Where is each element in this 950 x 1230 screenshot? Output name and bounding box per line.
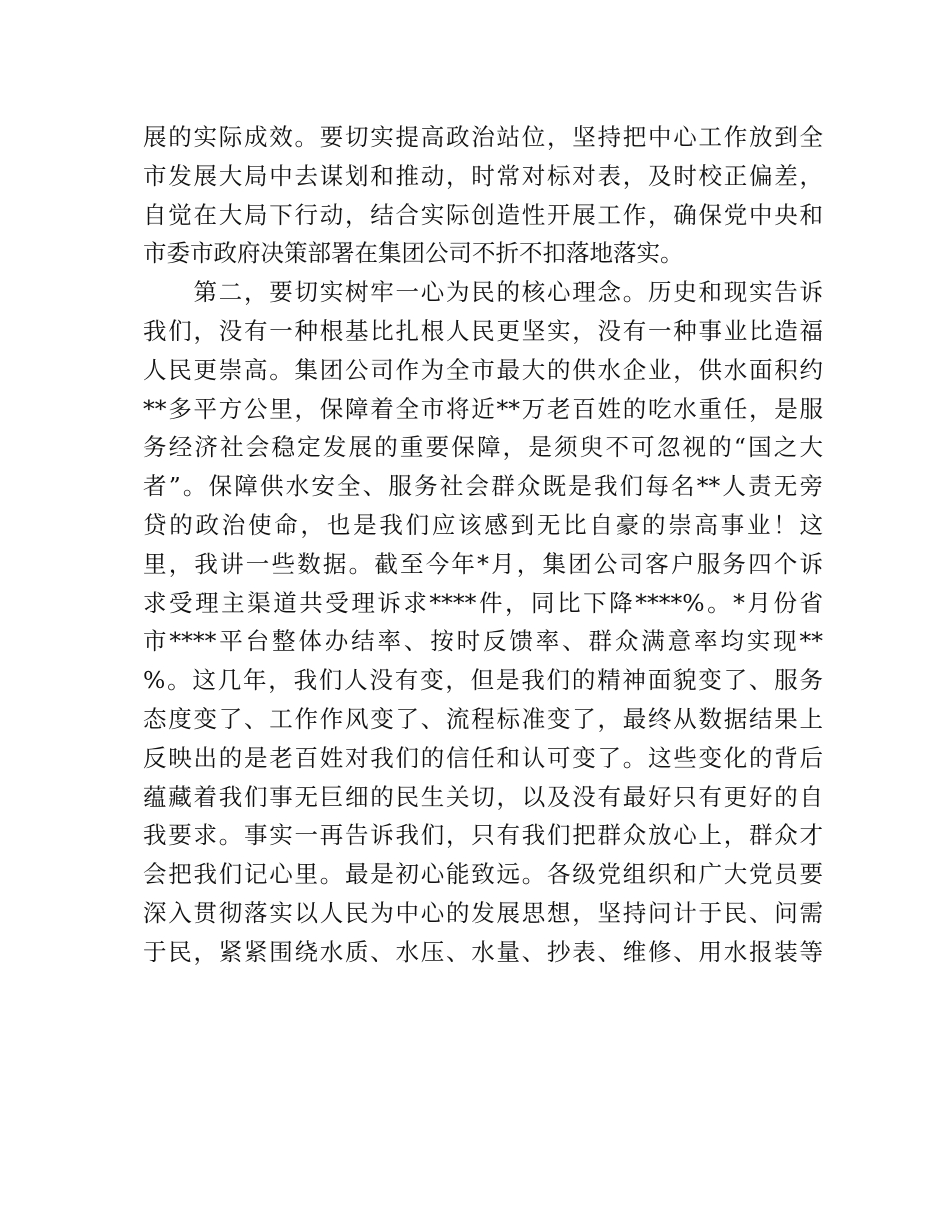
text-line: 于民，紧紧围绕水质、水压、水量、抄表、维修、用水报装等 — [143, 937, 823, 966]
text-line: 求受理主渠道共受理诉求****件，同比下降****%。*月份省 — [143, 588, 823, 617]
text-line: 我们，没有一种根基比扎根人民更坚实，没有一种事业比造福 — [143, 316, 823, 345]
text-line: 展的实际成效。要切实提高政治站位，坚持把中心工作放到全 — [143, 123, 823, 151]
text-line: 态度变了、工作作风变了、流程标准变了，最终从数据结果上 — [143, 704, 823, 733]
text-line: **多平方公里，保障着全市将近**万老百姓的吃水重任，是服 — [143, 394, 823, 423]
text-line: 市委市政府决策部署在集团公司不折不扣落地落实。 — [143, 239, 684, 268]
text-line: 会把我们记心里。最是初心能致远。各级党组织和广大党员要 — [143, 860, 823, 889]
text-line: 自觉在大局下行动，结合实际创造性开展工作，确保党中央和 — [143, 200, 823, 229]
text-line: 我要求。事实一再告诉我们，只有我们把群众放心上，群众才 — [143, 821, 823, 850]
body-text — [143, 118, 823, 972]
text-line: 人民更崇高。集团公司作为全市最大的供水企业，供水面积约 — [143, 355, 823, 384]
text-line: 贷的政治使命，也是我们应该感到无比自豪的崇高事业！这 — [143, 510, 823, 539]
text-line: 者”。保障供水安全、服务社会群众既是我们每名**人责无旁 — [143, 472, 823, 501]
text-line: %。这几年，我们人没有变，但是我们的精神面貌变了、服务 — [143, 666, 823, 695]
text-line: 反映出的是老百姓对我们的信任和认可变了。这些变化的背后 — [143, 743, 823, 772]
text-line: 深入贯彻落实以人民为中心的发展思想，坚持问计于民、问需 — [143, 898, 823, 927]
text-line: 务经济社会稳定发展的重要保障，是须臾不可忽视的“国之大 — [143, 433, 823, 462]
text-line: 市发展大局中去谋划和推动，时常对标对表，及时校正偏差， — [143, 161, 823, 190]
text-line: 里，我讲一些数据。截至今年*月，集团公司客户服务四个诉 — [143, 549, 823, 578]
text-line: 市****平台整体办结率、按时反馈率、群众满意率均实现** — [143, 627, 823, 656]
paragraph-start-line: 第二，要切实树牢一心为民的核心理念。历史和现实告诉 — [143, 278, 823, 307]
text-line: 蕴藏着我们事无巨细的民生关切，以及没有最好只有更好的自 — [143, 782, 823, 811]
